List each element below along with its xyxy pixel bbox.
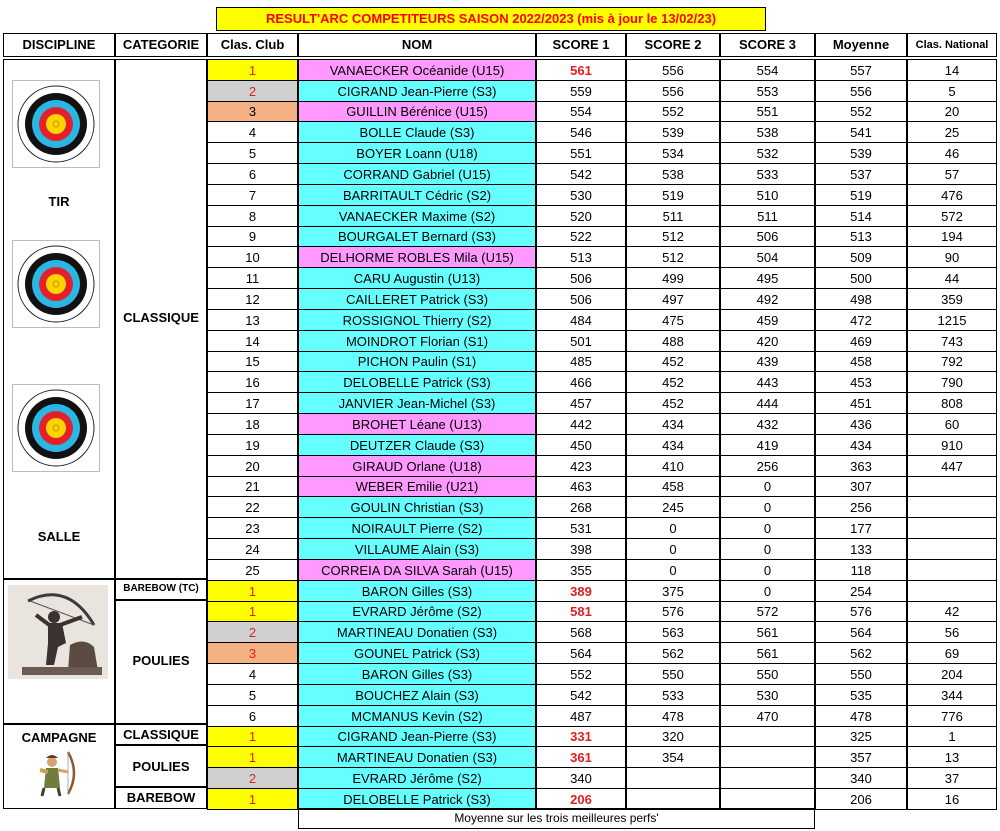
rank-cell: 1 [207, 746, 298, 768]
score2-cell [626, 788, 720, 810]
clas-national-cell: 37 [907, 767, 997, 789]
rank-cell: 13 [207, 309, 298, 331]
name-cell: PICHON Paulin (S1) [298, 351, 536, 372]
moyenne-cell: 206 [815, 788, 907, 810]
score3-cell: 420 [720, 330, 815, 352]
score3-cell: 0 [720, 580, 815, 602]
score1-cell: 331 [536, 726, 626, 747]
rank-cell: 1 [207, 601, 298, 622]
score3-cell: 0 [720, 496, 815, 518]
score2-cell: 0 [626, 517, 720, 539]
score2-cell: 375 [626, 580, 720, 602]
clas-national-cell: 5 [907, 80, 997, 102]
score3-cell: 432 [720, 413, 815, 435]
score1-cell: 581 [536, 601, 626, 622]
score3-cell [720, 767, 815, 789]
name-cell: EVRARD Jérôme (S2) [298, 767, 536, 789]
score3-cell [720, 788, 815, 810]
score1-cell: 561 [536, 59, 626, 81]
name-cell: CIGRAND Jean-Pierre (S3) [298, 726, 536, 747]
clas-national-cell: 60 [907, 413, 997, 435]
score2-cell: 576 [626, 601, 720, 622]
discipline-campagne: CAMPAGNE [21, 730, 97, 745]
name-cell: BARRITAULT Cédric (S2) [298, 184, 536, 206]
score3-cell: 533 [720, 163, 815, 185]
clas-national-cell: 776 [907, 705, 997, 727]
score2-cell: 538 [626, 163, 720, 185]
rank-cell: 7 [207, 184, 298, 206]
score2-cell: 511 [626, 205, 720, 227]
moyenne-cell: 451 [815, 392, 907, 414]
clas-national-cell: 57 [907, 163, 997, 185]
score2-cell: 434 [626, 413, 720, 435]
name-cell: WEBER Emilie (U21) [298, 476, 536, 497]
footer-note: Moyenne sur les trois meilleures perfs' [298, 808, 815, 829]
category-barebow: BAREBOW [126, 790, 196, 805]
moyenne-cell: 256 [815, 496, 907, 518]
clas-national-cell: 42 [907, 601, 997, 622]
score2-cell: 488 [626, 330, 720, 352]
name-cell: VILLAUME Alain (S3) [298, 538, 536, 560]
score2-cell: 452 [626, 351, 720, 372]
category-barebow-tc: BAREBOW (TC) [123, 583, 199, 594]
score1-cell: 513 [536, 246, 626, 268]
score3-cell [720, 726, 815, 747]
score1-cell: 522 [536, 226, 626, 247]
score1-cell: 340 [536, 767, 626, 789]
score3-cell: 495 [720, 267, 815, 289]
name-cell: NOIRAULT Pierre (S2) [298, 517, 536, 539]
score1-cell: 361 [536, 746, 626, 768]
score3-cell: 572 [720, 601, 815, 622]
score3-cell: 492 [720, 288, 815, 310]
score1-cell: 542 [536, 684, 626, 706]
name-cell: DELHORME ROBLES Mila (U15) [298, 246, 536, 268]
name-cell: CAILLERET Patrick (S3) [298, 288, 536, 310]
moyenne-cell: 514 [815, 205, 907, 227]
score1-cell: 487 [536, 705, 626, 727]
clas-national-cell: 1215 [907, 309, 997, 331]
score3-cell: 470 [720, 705, 815, 727]
score3-cell: 530 [720, 684, 815, 706]
moyenne-cell: 541 [815, 121, 907, 143]
clas-national-cell: 44 [907, 267, 997, 289]
name-cell: DEUTZER Claude (S3) [298, 434, 536, 456]
rank-cell: 25 [207, 559, 298, 581]
moyenne-cell: 537 [815, 163, 907, 185]
score2-cell: 0 [626, 538, 720, 560]
score1-cell: 559 [536, 80, 626, 102]
score1-cell: 355 [536, 559, 626, 581]
clas-national-cell: 90 [907, 246, 997, 268]
score2-cell: 497 [626, 288, 720, 310]
score1-cell: 551 [536, 142, 626, 164]
moyenne-cell: 254 [815, 580, 907, 602]
rank-cell: 20 [207, 455, 298, 477]
score2-cell: 245 [626, 496, 720, 518]
rank-cell: 1 [207, 726, 298, 747]
rank-cell: 22 [207, 496, 298, 518]
clas-national-cell: 476 [907, 184, 997, 206]
score1-cell: 485 [536, 351, 626, 372]
name-cell: MARTINEAU Donatien (S3) [298, 621, 536, 643]
rank-cell: 11 [207, 267, 298, 289]
clas-national-cell [907, 538, 997, 560]
name-cell: MCMANUS Kevin (S2) [298, 705, 536, 727]
score3-cell: 443 [720, 371, 815, 393]
score2-cell: 512 [626, 226, 720, 247]
score3-cell: 0 [720, 559, 815, 581]
score1-cell: 568 [536, 621, 626, 643]
clas-national-cell: 359 [907, 288, 997, 310]
score2-cell: 533 [626, 684, 720, 706]
moyenne-cell: 340 [815, 767, 907, 789]
name-cell: DELOBELLE Patrick (S3) [298, 371, 536, 393]
clas-national-cell [907, 476, 997, 497]
score1-cell: 423 [536, 455, 626, 477]
rank-cell: 15 [207, 351, 298, 372]
score2-cell: 434 [626, 434, 720, 456]
rank-cell: 1 [207, 580, 298, 602]
clas-national-cell: 14 [907, 59, 997, 81]
moyenne-cell: 363 [815, 455, 907, 477]
score2-cell: 563 [626, 621, 720, 643]
moyenne-cell: 519 [815, 184, 907, 206]
page-title: RESULT'ARC COMPETITEURS SAISON 2022/2023 (mis à jour le 13/02/23) [216, 7, 766, 31]
name-cell: CORRAND Gabriel (U15) [298, 163, 536, 185]
rank-cell: 14 [207, 330, 298, 352]
moyenne-cell: 498 [815, 288, 907, 310]
moyenne-cell: 472 [815, 309, 907, 331]
moyenne-cell: 500 [815, 267, 907, 289]
score2-cell: 550 [626, 663, 720, 685]
name-cell: BOUCHEZ Alain (S3) [298, 684, 536, 706]
header-discipline: DISCIPLINE [3, 33, 115, 57]
score2-cell: 452 [626, 371, 720, 393]
score2-cell: 519 [626, 184, 720, 206]
score3-cell: 459 [720, 309, 815, 331]
score1-cell: 442 [536, 413, 626, 435]
name-cell: BARON Gilles (S3) [298, 580, 536, 602]
header-moyenne: Moyenne [815, 33, 907, 57]
clas-national-cell: 792 [907, 351, 997, 372]
rank-cell: 23 [207, 517, 298, 539]
score3-cell: 444 [720, 392, 815, 414]
moyenne-cell: 539 [815, 142, 907, 164]
name-cell: VANAECKER Océanide (U15) [298, 59, 536, 81]
rank-cell: 19 [207, 434, 298, 456]
clas-national-cell: 344 [907, 684, 997, 706]
discipline-tir: TIR [48, 194, 70, 209]
rank-cell: 5 [207, 142, 298, 164]
score1-cell: 546 [536, 121, 626, 143]
score2-cell: 354 [626, 746, 720, 768]
score1-cell: 398 [536, 538, 626, 560]
moyenne-cell: 469 [815, 330, 907, 352]
moyenne-cell: 434 [815, 434, 907, 456]
moyenne-cell: 118 [815, 559, 907, 581]
rank-cell: 21 [207, 476, 298, 497]
moyenne-cell: 550 [815, 663, 907, 685]
clas-national-cell: 25 [907, 121, 997, 143]
name-cell: VANAECKER Maxime (S2) [298, 205, 536, 227]
score3-cell: 510 [720, 184, 815, 206]
clas-national-cell: 20 [907, 101, 997, 122]
score2-cell: 512 [626, 246, 720, 268]
name-cell: DELOBELLE Patrick (S3) [298, 788, 536, 810]
discipline-salle: SALLE [37, 529, 81, 544]
score2-cell: 499 [626, 267, 720, 289]
moyenne-cell: 557 [815, 59, 907, 81]
score3-cell [720, 746, 815, 768]
header-score3: SCORE 3 [720, 33, 815, 57]
score1-cell: 506 [536, 288, 626, 310]
score1-cell: 564 [536, 642, 626, 664]
moyenne-cell: 357 [815, 746, 907, 768]
rank-cell: 1 [207, 59, 298, 81]
header-clas-club: Clas. Club [207, 33, 298, 57]
clas-national-cell: 13 [907, 746, 997, 768]
name-cell: ROSSIGNOL Thierry (S2) [298, 309, 536, 331]
header-score2: SCORE 2 [626, 33, 720, 57]
score3-cell: 0 [720, 538, 815, 560]
name-cell: BOURGALET Bernard (S3) [298, 226, 536, 247]
category-classique-campagne: CLASSIQUE [123, 727, 199, 742]
score3-cell: 550 [720, 663, 815, 685]
score3-cell: 561 [720, 642, 815, 664]
name-cell: BARON Gilles (S3) [298, 663, 536, 685]
score3-cell: 532 [720, 142, 815, 164]
clas-national-cell: 1 [907, 726, 997, 747]
moyenne-cell: 562 [815, 642, 907, 664]
score1-cell: 552 [536, 663, 626, 685]
name-cell: GIRAUD Orlane (U18) [298, 455, 536, 477]
rank-cell: 12 [207, 288, 298, 310]
category-classique: CLASSIQUE [123, 310, 199, 325]
name-cell: BOYER Loann (U18) [298, 142, 536, 164]
score2-cell: 539 [626, 121, 720, 143]
category-poulies: POULIES [132, 653, 190, 668]
clas-national-cell: 808 [907, 392, 997, 414]
score1-cell: 506 [536, 267, 626, 289]
name-cell: BROHET Léane (U13) [298, 413, 536, 435]
clas-national-cell: 204 [907, 663, 997, 685]
moyenne-cell: 453 [815, 371, 907, 393]
score1-cell: 463 [536, 476, 626, 497]
score2-cell: 458 [626, 476, 720, 497]
name-cell: JANVIER Jean-Michel (S3) [298, 392, 536, 414]
score2-cell: 452 [626, 392, 720, 414]
moyenne-cell: 576 [815, 601, 907, 622]
table-header [0, 33, 1000, 57]
clas-national-cell: 46 [907, 142, 997, 164]
score1-cell: 554 [536, 101, 626, 122]
name-cell: GOULIN Christian (S3) [298, 496, 536, 518]
moyenne-cell: 509 [815, 246, 907, 268]
score3-cell: 538 [720, 121, 815, 143]
clas-national-cell: 16 [907, 788, 997, 810]
clas-national-cell [907, 517, 997, 539]
score1-cell: 520 [536, 205, 626, 227]
name-cell: CIGRAND Jean-Pierre (S3) [298, 80, 536, 102]
rank-cell: 10 [207, 246, 298, 268]
rank-cell: 18 [207, 413, 298, 435]
score3-cell: 256 [720, 455, 815, 477]
moyenne-cell: 552 [815, 101, 907, 122]
score3-cell: 551 [720, 101, 815, 122]
clas-national-cell: 572 [907, 205, 997, 227]
score1-cell: 389 [536, 580, 626, 602]
moyenne-cell: 307 [815, 476, 907, 497]
results-table [0, 59, 1000, 809]
rank-cell: 6 [207, 163, 298, 185]
score3-cell: 0 [720, 476, 815, 497]
score1-cell: 206 [536, 788, 626, 810]
rank-cell: 17 [207, 392, 298, 414]
name-cell: EVRARD Jérôme (S2) [298, 601, 536, 622]
score1-cell: 268 [536, 496, 626, 518]
clas-national-cell: 910 [907, 434, 997, 456]
rank-cell: 2 [207, 621, 298, 643]
score3-cell: 561 [720, 621, 815, 643]
score2-cell: 556 [626, 80, 720, 102]
name-cell: BOLLE Claude (S3) [298, 121, 536, 143]
score1-cell: 457 [536, 392, 626, 414]
rank-cell: 16 [207, 371, 298, 393]
category-poulies-campagne: POULIES [132, 759, 190, 774]
score2-cell: 320 [626, 726, 720, 747]
score1-cell: 450 [536, 434, 626, 456]
rank-cell: 3 [207, 642, 298, 664]
rank-cell: 2 [207, 767, 298, 789]
clas-national-cell: 69 [907, 642, 997, 664]
moyenne-cell: 535 [815, 684, 907, 706]
rank-cell: 2 [207, 80, 298, 102]
header-score1: SCORE 1 [536, 33, 626, 57]
rank-cell: 3 [207, 101, 298, 122]
header-nom: NOM [298, 33, 536, 57]
score3-cell: 0 [720, 517, 815, 539]
rank-cell: 9 [207, 226, 298, 247]
score3-cell: 511 [720, 205, 815, 227]
score2-cell: 0 [626, 559, 720, 581]
clas-national-cell: 790 [907, 371, 997, 393]
rank-cell: 4 [207, 121, 298, 143]
name-cell: MOINDROT Florian (S1) [298, 330, 536, 352]
header-categorie: CATEGORIE [115, 33, 207, 57]
clas-national-cell: 447 [907, 455, 997, 477]
clas-national-cell: 56 [907, 621, 997, 643]
moyenne-cell: 177 [815, 517, 907, 539]
moyenne-cell: 133 [815, 538, 907, 560]
score3-cell: 439 [720, 351, 815, 372]
score2-cell: 534 [626, 142, 720, 164]
moyenne-cell: 325 [815, 726, 907, 747]
score3-cell: 419 [720, 434, 815, 456]
name-cell: GOUNEL Patrick (S3) [298, 642, 536, 664]
score2-cell: 475 [626, 309, 720, 331]
score3-cell: 506 [720, 226, 815, 247]
score3-cell: 553 [720, 80, 815, 102]
clas-national-cell [907, 559, 997, 581]
moyenne-cell: 556 [815, 80, 907, 102]
clas-national-cell: 194 [907, 226, 997, 247]
clas-national-cell [907, 496, 997, 518]
moyenne-cell: 436 [815, 413, 907, 435]
score2-cell: 562 [626, 642, 720, 664]
score2-cell: 552 [626, 101, 720, 122]
score1-cell: 466 [536, 371, 626, 393]
rank-cell: 4 [207, 663, 298, 685]
score2-cell: 556 [626, 59, 720, 81]
rank-cell: 24 [207, 538, 298, 560]
score2-cell: 478 [626, 705, 720, 727]
name-cell: GUILLIN Bérénice (U15) [298, 101, 536, 122]
rank-cell: 5 [207, 684, 298, 706]
clas-national-cell [907, 580, 997, 602]
score3-cell: 554 [720, 59, 815, 81]
score1-cell: 530 [536, 184, 626, 206]
rank-cell: 1 [207, 788, 298, 810]
score2-cell: 410 [626, 455, 720, 477]
moyenne-cell: 564 [815, 621, 907, 643]
score1-cell: 484 [536, 309, 626, 331]
moyenne-cell: 458 [815, 351, 907, 372]
score3-cell: 504 [720, 246, 815, 268]
moyenne-cell: 513 [815, 226, 907, 247]
score1-cell: 501 [536, 330, 626, 352]
score2-cell [626, 767, 720, 789]
score1-cell: 531 [536, 517, 626, 539]
clas-national-cell: 743 [907, 330, 997, 352]
score1-cell: 542 [536, 163, 626, 185]
moyenne-cell: 478 [815, 705, 907, 727]
rank-cell: 8 [207, 205, 298, 227]
header-clas-national: Clas. National [907, 33, 997, 57]
name-cell: CORREIA DA SILVA Sarah (U15) [298, 559, 536, 581]
name-cell: MARTINEAU Donatien (S3) [298, 746, 536, 768]
name-cell: CARU Augustin (U13) [298, 267, 536, 289]
rank-cell: 6 [207, 705, 298, 727]
